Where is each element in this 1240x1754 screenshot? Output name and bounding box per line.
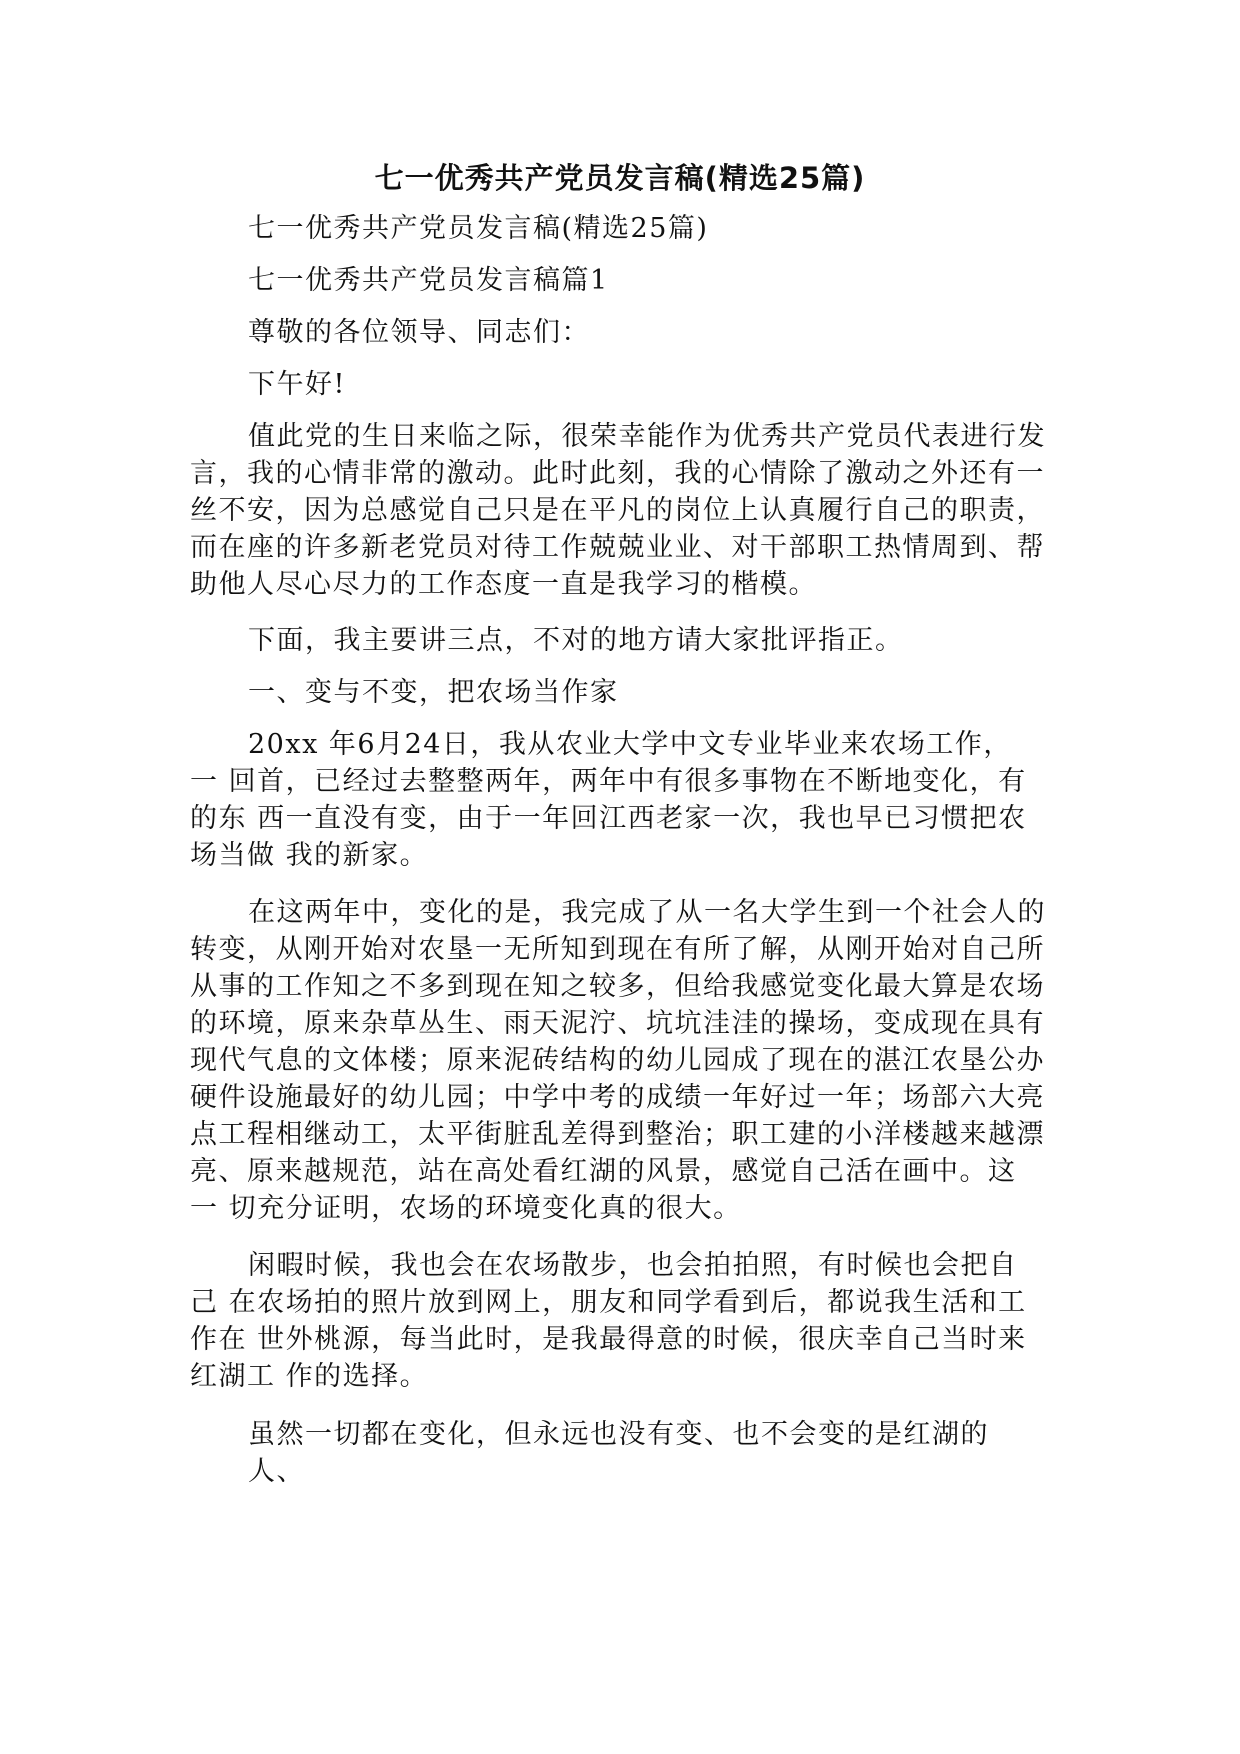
paragraph-line: 言，我的心情非常的激动。此时此刻，我的心情除了激动之外还有一 — [190, 458, 1045, 489]
paragraph-line: 场当做 我的新家。 — [190, 840, 429, 871]
paragraph-line: 现代气息的文体楼；原来泥砖结构的幼儿园成了现在的湛江农垦公办 — [190, 1045, 1045, 1076]
section-heading: 七一优秀共产党员发言稿篇1 — [248, 265, 609, 296]
paragraph-line: 闲暇时候，我也会在农场散步，也会拍拍照，有时候也会把自 — [248, 1250, 1018, 1281]
paragraph-line: 的东 西一直没有变，由于一年回江西老家一次，我也早已习惯把农 — [190, 803, 1027, 834]
paragraph-line: 下面，我主要讲三点，不对的地方请大家批评指正。 — [248, 625, 904, 656]
salutation-line: 尊敬的各位领导、同志们： — [248, 317, 590, 348]
paragraph-line: 己 在农场拍的照片放到网上，朋友和同学看到后，都说我生活和工 — [190, 1287, 1027, 1318]
paragraph-line: 而在座的许多新老党员对待工作兢兢业业、对干部职工热情周到、帮 — [190, 532, 1045, 563]
paragraph-line: 作在 世外桃源，每当此时，是我最得意的时候，很庆幸自己当时来 — [190, 1324, 1027, 1355]
paragraph-line: 丝不安，因为总感觉自己只是在平凡的岗位上认真履行自己的职责， — [190, 495, 1045, 526]
paragraph-line: 硬件设施最好的幼儿园；中学中考的成绩一年好过一年；场部六大亮 — [190, 1082, 1045, 1113]
paragraph-line: 的环境，原来杂草丛生、雨天泥泞、坑坑洼洼的操场，变成现在具有 — [190, 1008, 1045, 1039]
paragraph-line: 红湖工 作的选择。 — [190, 1361, 429, 1392]
paragraph-line: 转变，从刚开始对农垦一无所知到现在有所了解，从刚开始对自己所 — [190, 934, 1045, 965]
subtitle-line: 七一优秀共产党员发言稿(精选25篇) — [248, 213, 709, 244]
section-heading: 一、变与不变，把农场当作家 — [248, 677, 619, 708]
paragraph-line: 一 回首，已经过去整整两年，两年中有很多事物在不断地变化，有 — [190, 766, 1027, 797]
paragraph-line: 亮、原来越规范，站在高处看红湖的风景，感觉自己活在画中。这 — [190, 1156, 1017, 1187]
paragraph-line: 20xx 年6月24日，我从农业大学中文专业毕业来农场工作， — [248, 729, 1012, 760]
greeting-line: 下午好! — [248, 369, 346, 400]
paragraph-line: 一 切充分证明，农场的环境变化真的很大。 — [190, 1193, 742, 1224]
paragraph-line: 值此党的生日来临之际，很荣幸能作为优秀共产党员代表进行发 — [248, 421, 1046, 452]
paragraph-line: 人、 — [248, 1456, 305, 1487]
document-title: 七一优秀共产党员发言稿(精选25篇) — [374, 161, 866, 195]
paragraph-line: 虽然一切都在变化，但永远也没有变、也不会变的是红湖的 — [248, 1419, 989, 1450]
paragraph-line: 点工程相继动工，太平街脏乱差得到整治；职工建的小洋楼越来越漂 — [190, 1119, 1045, 1150]
paragraph-line: 从事的工作知之不多到现在知之较多，但给我感觉变化最大算是农场 — [190, 971, 1045, 1002]
paragraph-line: 助他人尽心尽力的工作态度一直是我学习的楷模。 — [190, 569, 817, 600]
paragraph-line: 在这两年中，变化的是，我完成了从一名大学生到一个社会人的 — [248, 897, 1046, 928]
